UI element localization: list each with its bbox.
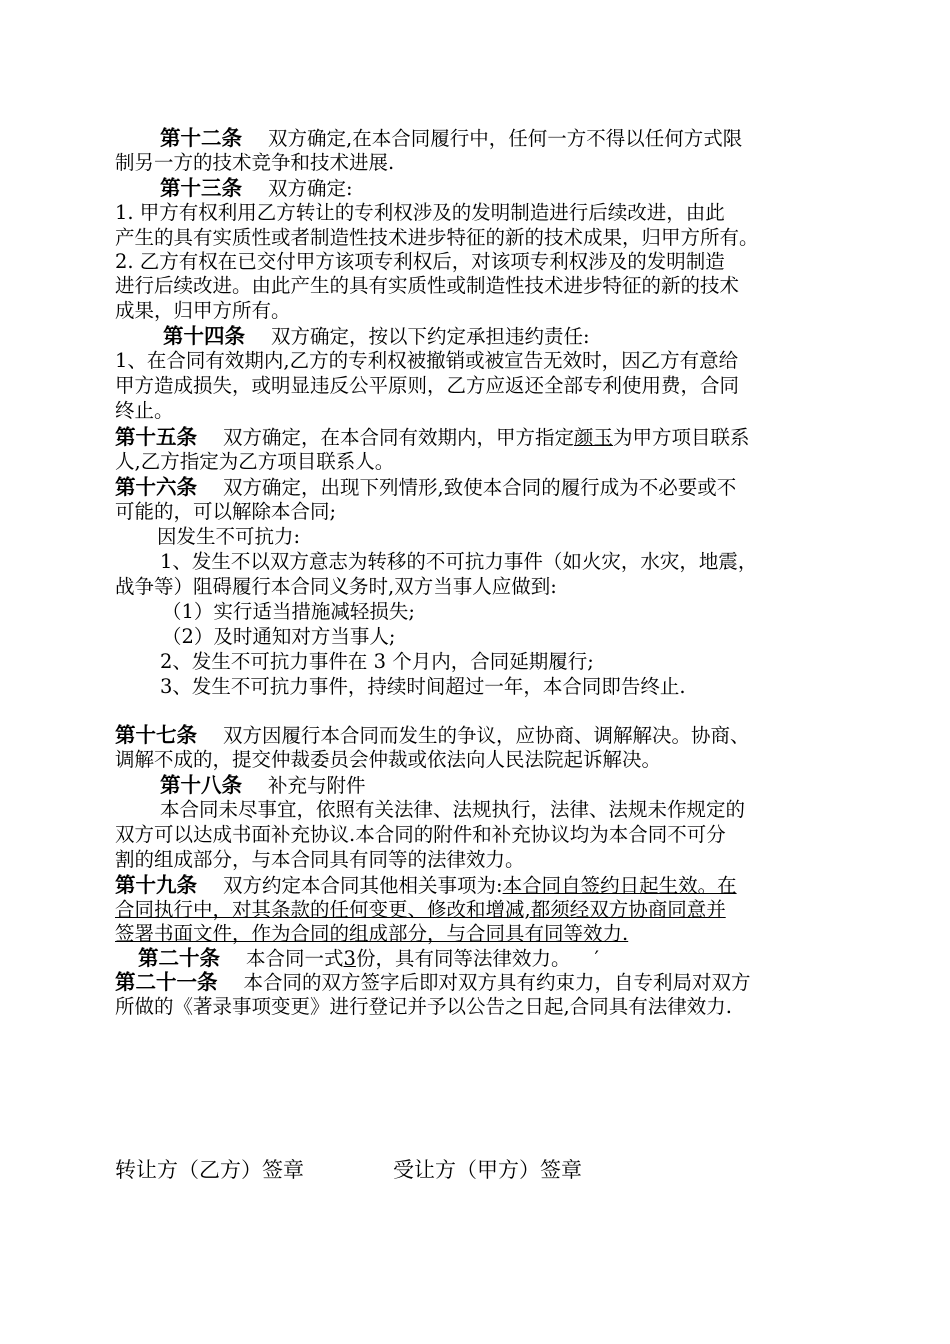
art18-text-1: 补充与附件: [268, 774, 366, 797]
art20-line1: [138, 946, 863, 971]
art13-p2-line2: 进行后续改进。由此产生的具有实质性或制造性技术进步特征的新的技术: [115, 274, 740, 297]
art14-p1-line3: 终止。: [115, 399, 174, 422]
art19-line2: 合同执行中，对其条款的任何变更、修改和增减,都须经双方协商同意并: [115, 898, 726, 921]
art21-line1: [115, 970, 840, 995]
art13-p2-line1: 2. 乙方有权在已交付甲方该项专利权后，对该项专利权涉及的发明制造: [115, 250, 725, 273]
art15-line1: [115, 425, 840, 450]
art16-line6: （1）实行适当措施减轻损失;: [162, 600, 415, 623]
art20-heading: 第二十条: [138, 946, 220, 970]
art15-line2: 人,乙方指定为乙方项目联系人。: [115, 450, 395, 473]
art16-line4: 1、发生不以双方意志为转移的不可抗力事件（如火灾，水灾，地震，: [160, 550, 758, 573]
art14-line1: [163, 324, 888, 349]
art13-p1-line2: 产生的具有实质性或者制造性技术进步特征的新的技术成果，归甲方所有。: [115, 226, 759, 249]
art21-line2: 所做的《著录事项变更》进行登记并予以公告之日起,合同具有法律效力.: [115, 995, 732, 1018]
art16-line9: 3、发生不可抗力事件，持续时间超过一年，本合同即告终止.: [160, 675, 686, 698]
art17-text-1: 双方因履行本合同而发生的争议，应协商、调解解决。协商、: [223, 724, 750, 747]
art15-text-1a: 双方确定，在本合同有效期内，甲方指定: [223, 426, 575, 449]
art13-p1-line1: 1. 甲方有权利用乙方转让的专利权涉及的发明制造进行后续改进，由此: [115, 201, 725, 224]
art13-heading: 第十三条: [160, 176, 242, 200]
art15-contact-name: 颜玉: [574, 426, 614, 449]
art20-mark: ′: [594, 947, 599, 970]
art17-heading: 第十七条: [115, 723, 197, 747]
art17-line1: [115, 723, 840, 748]
art20-copies: 3: [343, 947, 356, 970]
art16-line1: [115, 475, 840, 500]
art16-line7: （2）及时通知对方当事人;: [162, 625, 396, 648]
art13-line1: [160, 176, 885, 201]
art19-line3: 签署书面文件，作为合同的组成部分，与合同具有同等效力.: [115, 922, 629, 945]
art16-line8: 2、发生不可抗力事件在 3 个月内，合同延期履行;: [160, 650, 594, 673]
art18-line1: [160, 773, 885, 798]
art18-line4: 割的组成部分，与本合同具有同等的法律效力。: [115, 848, 525, 871]
art21-heading: 第二十一条: [115, 970, 218, 994]
art21-text-1: 本合同的双方签字后即对双方具有约束力，自专利局对双方: [243, 971, 751, 994]
art18-line3: 双方可以达成书面补充协议.本合同的附件和补充协议均为本合同不可分: [115, 823, 726, 846]
art16-line3: 因发生不可抗力:: [157, 525, 301, 548]
art17-line2: 调解不成的，提交仲裁委员会仲裁或依法向人民法院起诉解决。: [115, 748, 662, 771]
art14-heading: 第十四条: [163, 324, 245, 348]
art15-text-1b: 为甲方项目联系: [613, 426, 750, 449]
art12-line1: [160, 126, 885, 151]
transferor-signature-label: 转让方（乙方）签章: [115, 1158, 304, 1182]
art13-text-1: 双方确定:: [268, 177, 353, 200]
art15-heading: 第十五条: [115, 425, 197, 449]
art16-heading: 第十六条: [115, 475, 197, 499]
art16-line2: 可能的，可以解除本合同;: [115, 500, 337, 523]
art13-p2-line3: 成果，归甲方所有。: [115, 299, 291, 322]
transferee-signature-label: 受让方（甲方）签章: [393, 1158, 582, 1182]
art12-text-1: 双方确定,在本合同履行中，任何一方不得以任何方式限: [268, 127, 743, 150]
art19-line1: [115, 873, 840, 898]
art18-heading: 第十八条: [160, 773, 242, 797]
art20-text-1a: 本合同一式: [246, 947, 344, 970]
art16-text-1: 双方确定，出现下列情形,致使本合同的履行成为不必要或不: [223, 476, 737, 499]
art14-p1-line2: 甲方造成损失，或明显违反公平原则，乙方应返还全部专利使用费，合同: [115, 374, 740, 397]
art14-text-1: 双方确定，按以下约定承担违约责任:: [271, 325, 590, 348]
art16-line5: 战争等）阻碍履行本合同义务时,双方当事人应做到:: [115, 575, 557, 598]
art12-line2: 制另一方的技术竞争和技术进展.: [115, 151, 395, 174]
art12-heading: 第十二条: [160, 126, 242, 150]
art20-text-1b: 份，具有同等法律效力。: [355, 947, 571, 970]
art19-heading: 第十九条: [115, 873, 197, 897]
art19-text-1a: 双方约定本合同其他相关事项为:: [223, 874, 503, 897]
art14-p1-line1: 1、在合同有效期内,乙方的专利权被撤销或被宣告无效时，因乙方有意给: [115, 349, 739, 372]
art18-line2: 本合同未尽事宜，依照有关法律、法规执行，法律、法规未作规定的: [160, 798, 746, 821]
art19-text-1b: 本合同自签约日起生效。在: [502, 874, 737, 897]
